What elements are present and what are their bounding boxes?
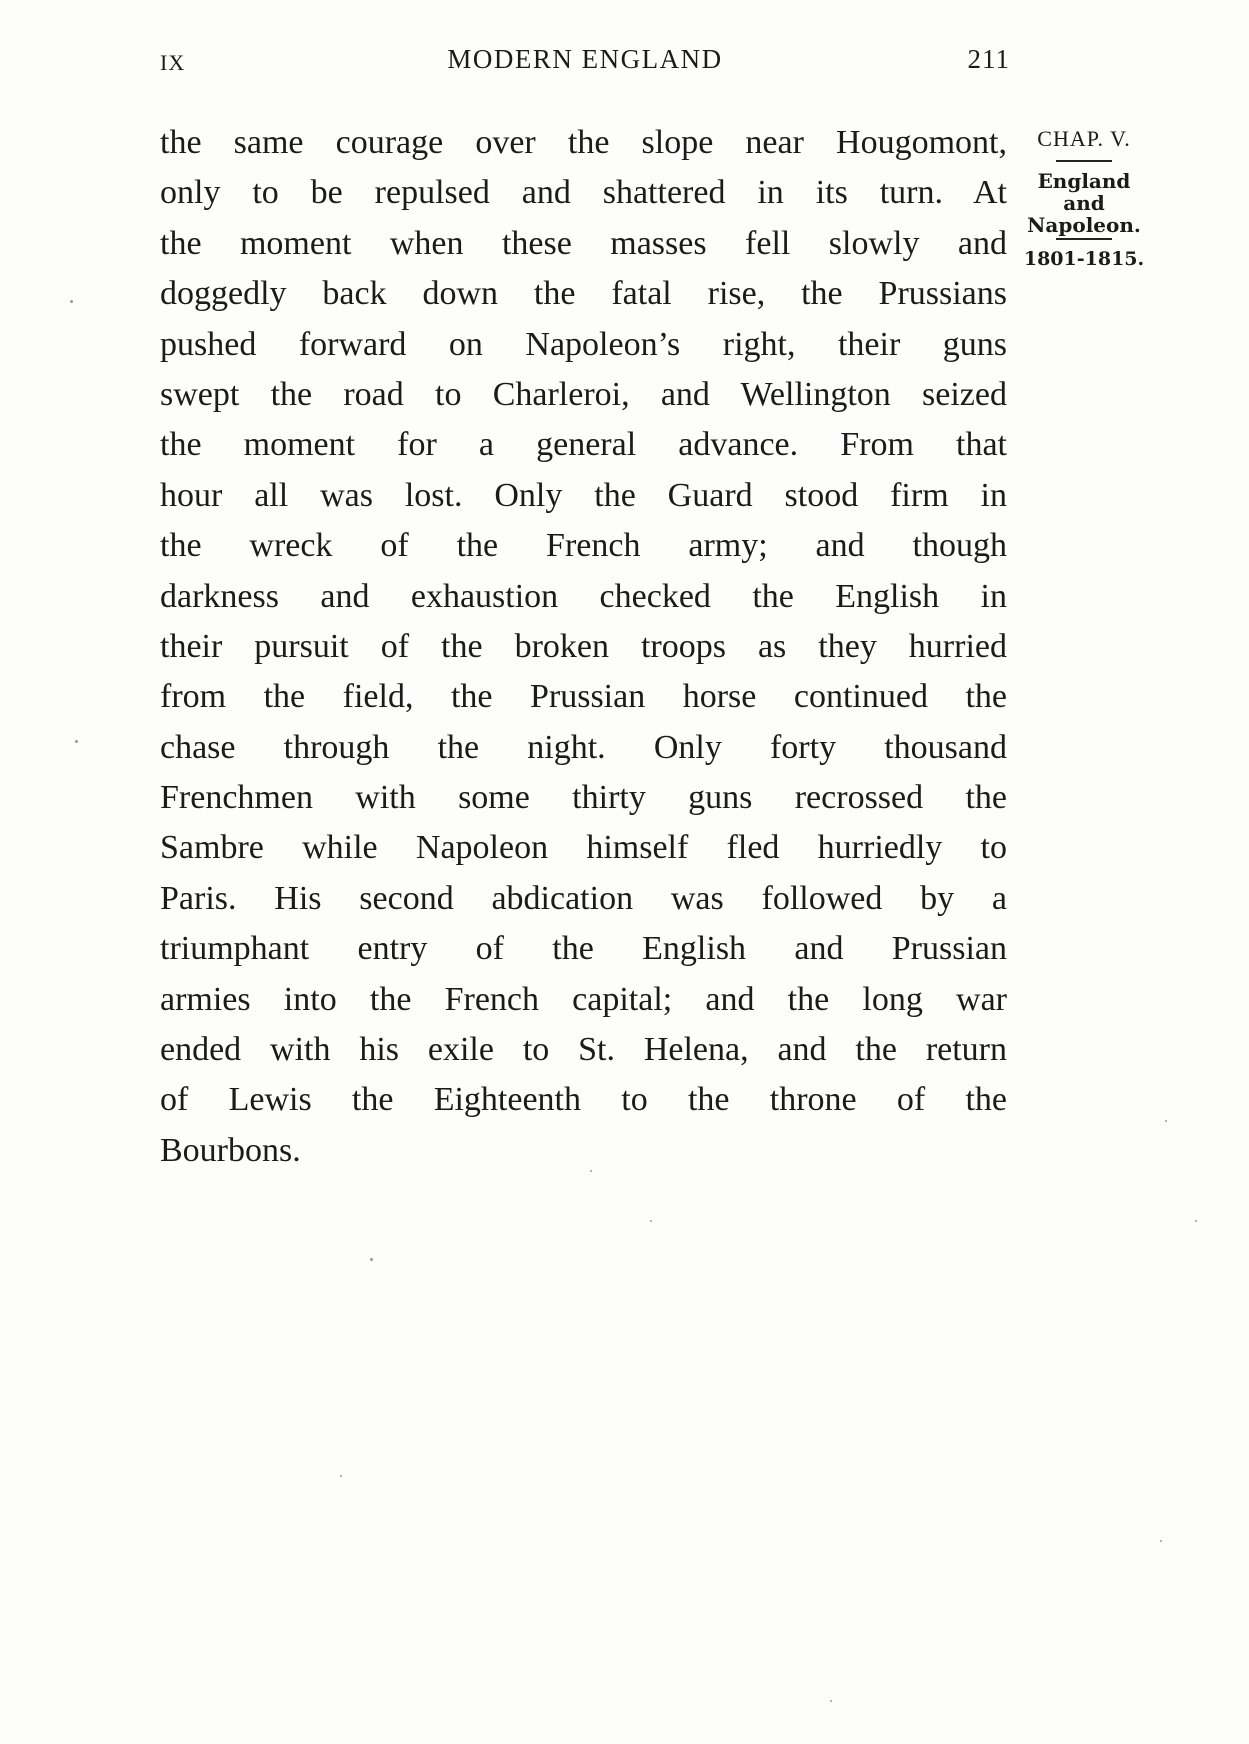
text-line: chase through the night. Only forty thousand <box>160 728 1007 766</box>
text-line: of Lewis the Eighteenth to the throne of the <box>160 1081 1007 1119</box>
text-line: doggedly back down the fatal rise, the Prussians <box>160 275 1007 313</box>
running-header <box>160 44 1010 84</box>
text-line: pushed forward on Napoleon’s right, their guns <box>160 325 1007 363</box>
text-line: only to be repulsed and shattered in its turn. At <box>160 174 1007 212</box>
text-line: their pursuit of the broken troops as they hurried <box>160 627 1007 665</box>
chapter-numeral: IX <box>160 50 186 75</box>
margin-sidenote <box>1022 128 1146 270</box>
sidenote-topic <box>1022 170 1146 236</box>
text-line: armies into the French capital; and the long war <box>160 980 1007 1018</box>
scan-speck <box>830 1700 832 1702</box>
text-line: from the field, the Prussian horse continued the <box>160 678 1007 716</box>
scan-speck <box>340 1475 342 1477</box>
sidenote-dates: 1801-1815. <box>1023 248 1145 270</box>
sidenote-rule <box>1056 238 1112 240</box>
text-line: the moment when these masses fell slowly and <box>160 224 1007 262</box>
text-line: hour all was lost. Only the Guard stood firm in <box>160 476 1007 514</box>
text-line: Bourbons. <box>160 1131 301 1169</box>
sidenote-topic-line: Napoleon. <box>1027 213 1141 237</box>
sidenote-topic-line: and <box>1063 191 1105 215</box>
scan-speck <box>590 1170 592 1172</box>
text-line: Sambre while Napoleon himself fled hurriedly to <box>160 829 1007 867</box>
text-line: darkness and exhaustion checked the English in <box>160 577 1007 615</box>
text-line: the moment for a general advance. From that <box>160 426 1007 464</box>
text-line: Paris. His second abdication was followed by a <box>160 879 1007 917</box>
text-line: triumphant entry of the English and Prussian <box>160 930 1007 968</box>
text-line: Frenchmen with some thirty guns recrossed the <box>160 779 1007 817</box>
text-line: swept the road to Charleroi, and Wellington seized <box>160 375 1007 413</box>
sidenote-chapter: CHAP. V. <box>1037 126 1131 151</box>
text-line: the same courage over the slope near Hougomont, <box>160 124 1007 161</box>
text-line: ended with his exile to St. Helena, and the return <box>160 1031 1007 1069</box>
scan-speck <box>1195 1220 1197 1222</box>
sidenote-rule <box>1056 160 1112 162</box>
scan-speck <box>650 1220 652 1222</box>
sidenote-topic-line: England <box>1037 169 1131 193</box>
scan-speck <box>1165 1120 1167 1122</box>
body-text <box>160 118 1007 1176</box>
book-title: MODERN ENGLAND <box>447 44 723 74</box>
scan-speck <box>370 1258 373 1261</box>
text-line: the wreck of the French army; and though <box>160 527 1007 565</box>
scan-speck <box>70 300 73 303</box>
page-number: 211 <box>967 44 1010 74</box>
scan-speck <box>1160 1540 1162 1542</box>
scan-speck <box>75 740 78 743</box>
